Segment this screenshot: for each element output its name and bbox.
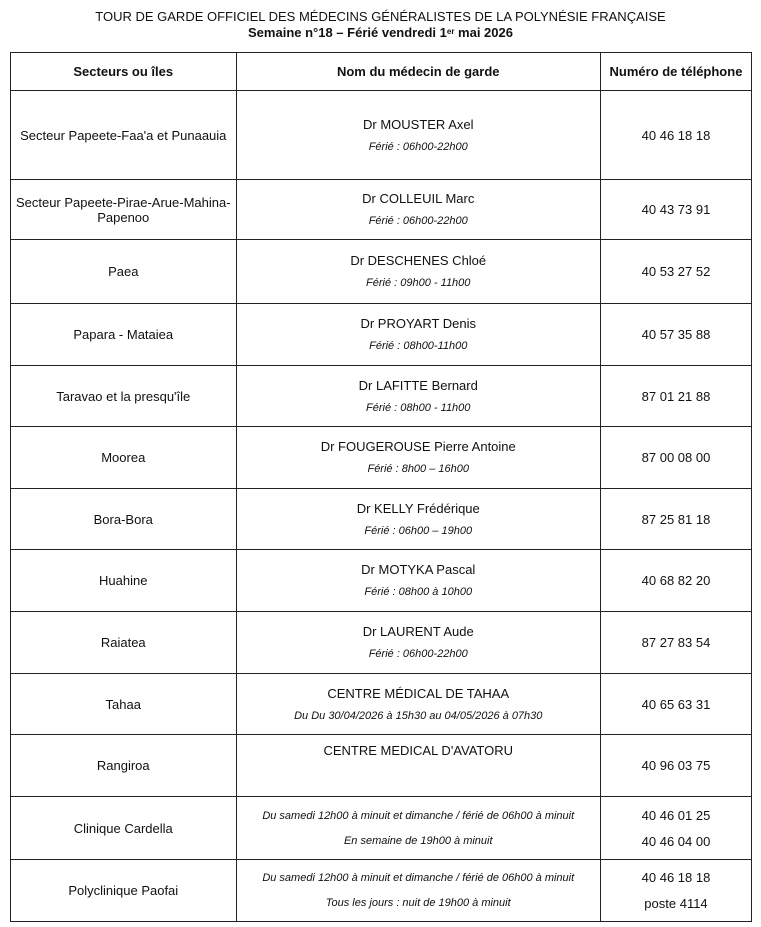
sector-cell: Secteur Papeete-Faa'a et Punaauia <box>11 91 237 180</box>
doctor-name: Dr FOUGEROUSE Pierre Antoine <box>320 439 516 454</box>
sector-cell: Tahaa <box>11 674 237 735</box>
phone-cell: 40 68 82 20 <box>600 550 751 612</box>
doctor-cell <box>236 366 600 427</box>
table-row <box>11 240 752 304</box>
phone-cell: 40 53 27 52 <box>600 240 751 304</box>
doctor-cell <box>236 427 600 489</box>
table-row <box>11 797 752 860</box>
subtitle-prefix: Semaine n°18 – Férié vendredi 1 <box>248 25 447 40</box>
doctor-name: Dr DESCHENES Chloé <box>350 253 487 268</box>
shift-note: Férié : 08h00-11h00 <box>369 340 468 352</box>
sector-cell: Clinique Cardella <box>11 797 237 860</box>
table-row <box>11 304 752 366</box>
sector-cell: Moorea <box>11 427 237 489</box>
sector-cell: Bora-Bora <box>11 489 237 550</box>
sector-cell: Taravao et la presqu'île <box>11 366 237 427</box>
doctor-name: CENTRE MÉDICAL DE TAHAA <box>327 685 510 701</box>
document-subtitle <box>0 25 761 40</box>
phone-number: poste 4114 <box>644 896 708 911</box>
schedule-note: Du samedi 12h00 à minuit et dimanche / férié de 06h00 à minuit <box>262 809 575 822</box>
table-row <box>11 735 752 797</box>
doctor-name: Dr LAURENT Aude <box>362 624 474 639</box>
doctor-name: Dr LAFITTE Bernard <box>358 377 478 393</box>
sector-cell: Paea <box>11 240 237 304</box>
table-header-row <box>11 53 752 91</box>
phone-cell: 40 46 18 18 <box>600 91 751 180</box>
phone-cell: 87 01 21 88 <box>600 366 751 427</box>
subtitle-ordinal: er <box>446 27 455 36</box>
schedule-note: Du samedi 12h00 à minuit et dimanche / férié de 06h00 à minuit <box>262 872 575 884</box>
table-row <box>11 860 752 922</box>
doctor-name: CENTRE MEDICAL D'AVATORU <box>323 743 514 758</box>
table-row <box>11 427 752 489</box>
phone-cell: 40 57 35 88 <box>600 304 751 366</box>
document-title: TOUR DE GARDE OFFICIEL DES MÉDECINS GÉNÉRALISTES DE LA POLYNÉSIE FRANÇAISE <box>95 9 666 24</box>
schedule-cell <box>236 797 600 860</box>
phone-cell: 87 00 08 00 <box>600 427 751 489</box>
phone-number: 40 46 04 00 <box>641 833 711 849</box>
column-header-sector: Secteurs ou îles <box>11 53 237 91</box>
doctor-cell <box>236 550 600 612</box>
doctor-cell <box>236 91 600 180</box>
on-call-table <box>10 52 752 922</box>
doctor-cell <box>236 240 600 304</box>
shift-note: Férié : 08h00 à 10h00 <box>364 586 473 598</box>
shift-note: Férié : 06h00 – 19h00 <box>364 524 473 537</box>
sector-cell: Huahine <box>11 550 237 612</box>
sector-cell: Rangiroa <box>11 735 237 797</box>
shift-note: Du Du 30/04/2026 à 15h30 au 04/05/2026 à 07h30 <box>294 709 543 722</box>
doctor-name: Dr MOUSTER Axel <box>362 116 474 132</box>
table-row <box>11 180 752 240</box>
phone-cell: 40 43 73 91 <box>600 180 751 240</box>
phone-cell: 40 65 63 31 <box>600 674 751 735</box>
doctor-cell <box>236 304 600 366</box>
doctor-cell <box>236 735 600 797</box>
doctor-name: Dr KELLY Frédérique <box>356 500 480 516</box>
phone-cell <box>600 860 751 922</box>
shift-note: Férié : 06h00-22h00 <box>368 140 468 153</box>
shift-note: Férié : 06h00-22h00 <box>368 648 468 660</box>
table-row <box>11 366 752 427</box>
shift-note: Férié : 06h00-22h00 <box>368 215 468 227</box>
phone-cell: 40 96 03 75 <box>600 735 751 797</box>
table-row <box>11 612 752 674</box>
phone-cell <box>600 797 751 860</box>
sector-cell: Polyclinique Paofai <box>11 860 237 922</box>
phone-cell: 87 25 81 18 <box>600 489 751 550</box>
doctor-cell <box>236 489 600 550</box>
subtitle-suffix: mai 2026 <box>454 25 513 40</box>
doctor-cell <box>236 674 600 735</box>
column-header-doctor: Nom du médecin de garde <box>236 53 600 91</box>
shift-note: Férié : 08h00 - 11h00 <box>366 401 471 414</box>
sector-cell: Papara - Mataiea <box>11 304 237 366</box>
doctor-name: Dr PROYART Denis <box>360 316 477 331</box>
doctor-cell <box>236 180 600 240</box>
shift-note: Férié : 09h00 - 11h00 <box>366 277 471 289</box>
phone-number: 40 46 18 18 <box>641 870 711 885</box>
schedule-cell <box>236 860 600 922</box>
phone-cell: 87 27 83 54 <box>600 612 751 674</box>
doctor-name: Dr MOTYKA Pascal <box>361 562 476 577</box>
doctor-name: Dr COLLEUIL Marc <box>362 191 475 206</box>
column-header-phone: Numéro de téléphone <box>600 53 751 91</box>
sector-cell: Raiatea <box>11 612 237 674</box>
schedule-note: Tous les jours : nuit de 19h00 à minuit <box>325 897 511 909</box>
table-row <box>11 91 752 180</box>
table-row <box>11 489 752 550</box>
sector-cell: Secteur Papeete-Pirae-Arue-Mahina-Papenoo <box>11 180 237 240</box>
table-row <box>11 674 752 735</box>
schedule-note: En semaine de 19h00 à minuit <box>343 834 493 847</box>
phone-number: 40 46 01 25 <box>641 807 711 823</box>
shift-note: Férié : 8h00 – 16h00 <box>367 463 469 475</box>
doctor-cell <box>236 612 600 674</box>
table-row <box>11 550 752 612</box>
